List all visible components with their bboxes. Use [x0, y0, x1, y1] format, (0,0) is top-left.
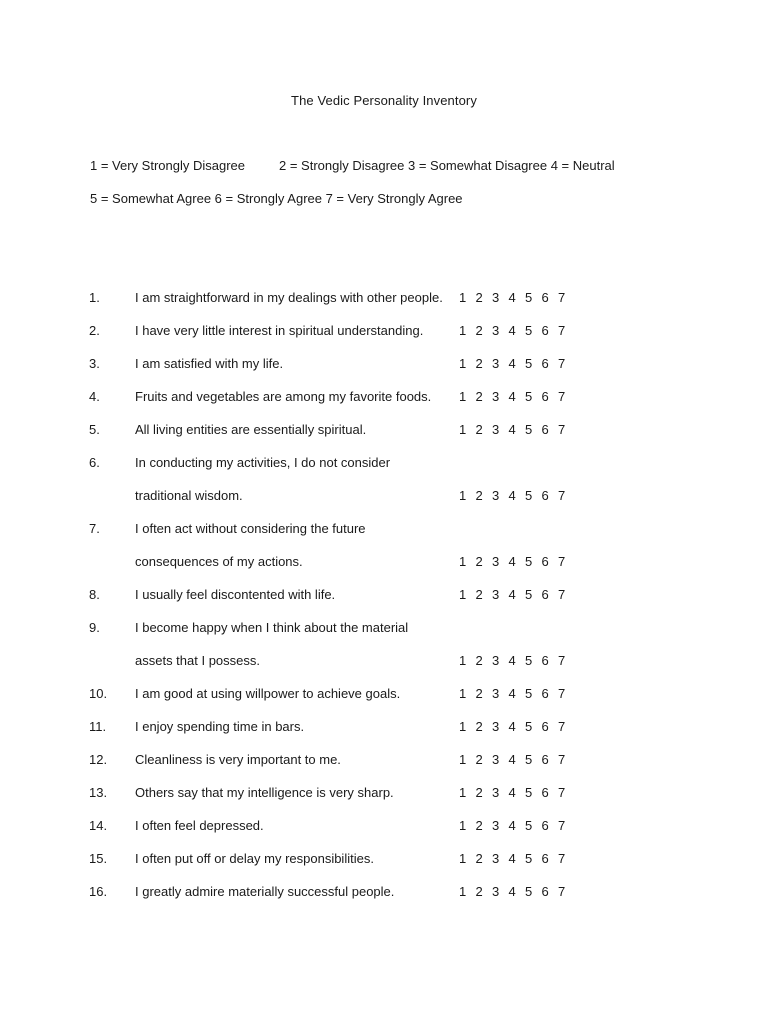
- item-statement: traditional wisdom.: [135, 488, 243, 503]
- item-number: 11.: [89, 719, 107, 734]
- rating-option[interactable]: 6: [541, 851, 549, 866]
- item-number: 15.: [89, 851, 108, 866]
- rating-option[interactable]: 4: [508, 554, 516, 569]
- rating-option[interactable]: 1: [459, 356, 467, 371]
- item-statement: consequences of my actions.: [135, 554, 303, 569]
- scale-legend-line-1: [90, 158, 615, 173]
- inventory-row: [0, 519, 768, 552]
- rating-option[interactable]: 6: [541, 587, 549, 602]
- item-number: 4.: [89, 389, 100, 404]
- item-number: 9.: [89, 620, 100, 635]
- rating-scale: [459, 719, 575, 734]
- rating-option[interactable]: 7: [558, 323, 566, 338]
- rating-scale: [459, 554, 575, 569]
- rating-option[interactable]: 7: [558, 554, 566, 569]
- rating-option[interactable]: 6: [541, 785, 549, 800]
- rating-option[interactable]: 6: [541, 653, 549, 668]
- rating-option[interactable]: 4: [508, 488, 516, 503]
- rating-option[interactable]: 4: [508, 323, 516, 338]
- rating-option[interactable]: 3: [492, 686, 500, 701]
- rating-option[interactable]: 3: [492, 356, 500, 371]
- rating-option[interactable]: 3: [492, 488, 500, 503]
- rating-option[interactable]: 1: [459, 851, 467, 866]
- item-number: 2.: [89, 323, 100, 338]
- rating-option[interactable]: 5: [525, 356, 533, 371]
- rating-option[interactable]: 2: [475, 884, 483, 899]
- item-statement: I often act without considering the future: [135, 521, 366, 536]
- inventory-row: [0, 783, 768, 816]
- item-statement: Cleanliness is very important to me.: [135, 752, 341, 767]
- inventory-row: [0, 750, 768, 783]
- item-statement: I often put off or delay my responsibilities.: [135, 851, 374, 866]
- rating-option[interactable]: 1: [459, 290, 467, 305]
- rating-option[interactable]: 6: [541, 422, 549, 437]
- rating-scale: [459, 653, 575, 668]
- rating-option[interactable]: 4: [508, 686, 516, 701]
- rating-option[interactable]: 2: [475, 719, 483, 734]
- rating-option[interactable]: 7: [558, 818, 566, 833]
- item-number: 16.: [89, 884, 108, 899]
- rating-scale: [459, 752, 575, 767]
- inventory-row: [0, 585, 768, 618]
- rating-option[interactable]: 2: [475, 818, 483, 833]
- rating-option[interactable]: 4: [508, 851, 516, 866]
- rating-option[interactable]: 4: [508, 719, 516, 734]
- item-statement: Fruits and vegetables are among my favorite foods.: [135, 389, 432, 404]
- inventory-row: [0, 486, 768, 519]
- rating-option[interactable]: 5: [525, 587, 533, 602]
- rating-option[interactable]: 6: [541, 389, 549, 404]
- rating-option[interactable]: 4: [508, 587, 516, 602]
- item-number: 7.: [89, 521, 100, 536]
- rating-option[interactable]: 1: [459, 554, 467, 569]
- legend-text-1a: 1 = Very Strongly Disagree: [90, 158, 245, 173]
- page-title: The Vedic Personality Inventory: [291, 93, 477, 108]
- rating-option[interactable]: 3: [492, 752, 500, 767]
- rating-option[interactable]: 3: [492, 554, 500, 569]
- rating-option[interactable]: 3: [492, 389, 500, 404]
- rating-option[interactable]: 3: [492, 851, 500, 866]
- inventory-row: [0, 684, 768, 717]
- item-statement: I am straightforward in my dealings with other people.: [135, 290, 443, 305]
- rating-option[interactable]: 1: [459, 587, 467, 602]
- item-statement: All living entities are essentially spiritual.: [135, 422, 367, 437]
- item-statement: Others say that my intelligence is very sharp.: [135, 785, 394, 800]
- rating-option[interactable]: 6: [541, 290, 549, 305]
- inventory-row: [0, 651, 768, 684]
- rating-option[interactable]: 4: [508, 653, 516, 668]
- rating-scale: [459, 587, 575, 602]
- rating-option[interactable]: 6: [541, 488, 549, 503]
- rating-option[interactable]: 1: [459, 719, 467, 734]
- rating-option[interactable]: 4: [508, 752, 516, 767]
- rating-scale: [459, 356, 575, 371]
- rating-option[interactable]: 5: [525, 290, 533, 305]
- rating-option[interactable]: 5: [525, 422, 533, 437]
- rating-option[interactable]: 5: [525, 554, 533, 569]
- rating-option[interactable]: 2: [475, 488, 483, 503]
- inventory-row: [0, 387, 768, 420]
- rating-option[interactable]: 3: [492, 323, 500, 338]
- rating-option[interactable]: 6: [541, 818, 549, 833]
- rating-option[interactable]: 2: [475, 686, 483, 701]
- item-number: 13.: [89, 785, 108, 800]
- rating-option[interactable]: 4: [508, 422, 516, 437]
- rating-option[interactable]: 5: [525, 752, 533, 767]
- rating-option[interactable]: 4: [508, 785, 516, 800]
- scale-legend-line-2: 5 = Somewhat Agree 6 = Strongly Agree 7 = Very Strongly Agree: [90, 191, 463, 206]
- item-number: 6.: [89, 455, 100, 470]
- item-statement: I greatly admire materially successful people.: [135, 884, 395, 899]
- rating-option[interactable]: 7: [558, 587, 566, 602]
- rating-option[interactable]: 1: [459, 422, 467, 437]
- rating-option[interactable]: 3: [492, 653, 500, 668]
- rating-option[interactable]: 1: [459, 323, 467, 338]
- item-number: 14.: [89, 818, 108, 833]
- rating-scale: [459, 686, 575, 701]
- rating-option[interactable]: 7: [558, 884, 566, 899]
- item-statement: I am satisfied with my life.: [135, 356, 284, 371]
- rating-option[interactable]: 2: [475, 554, 483, 569]
- inventory-row: [0, 816, 768, 849]
- rating-option[interactable]: 5: [525, 785, 533, 800]
- rating-option[interactable]: 5: [525, 719, 533, 734]
- inventory-row: [0, 453, 768, 486]
- rating-option[interactable]: 2: [475, 785, 483, 800]
- item-statement: I usually feel discontented with life.: [135, 587, 336, 602]
- rating-scale: [459, 818, 575, 833]
- item-number: 3.: [89, 356, 100, 371]
- rating-option[interactable]: 5: [525, 389, 533, 404]
- rating-option[interactable]: 6: [541, 752, 549, 767]
- inventory-row: [0, 354, 768, 387]
- rating-option[interactable]: 7: [558, 389, 566, 404]
- rating-option[interactable]: 5: [525, 686, 533, 701]
- rating-option[interactable]: 1: [459, 818, 467, 833]
- rating-scale: [459, 389, 575, 404]
- inventory-row: [0, 717, 768, 750]
- item-number: 12.: [89, 752, 108, 767]
- rating-option[interactable]: 4: [508, 356, 516, 371]
- rating-scale: [459, 323, 575, 338]
- rating-option[interactable]: 2: [475, 752, 483, 767]
- rating-option[interactable]: 6: [541, 719, 549, 734]
- item-statement: I become happy when I think about the material: [135, 620, 409, 635]
- inventory-row: [0, 552, 768, 585]
- rating-option[interactable]: 3: [492, 785, 500, 800]
- rating-option[interactable]: 2: [475, 851, 483, 866]
- item-statement: I enjoy spending time in bars.: [135, 719, 305, 734]
- rating-option[interactable]: 5: [525, 323, 533, 338]
- rating-option[interactable]: 7: [558, 752, 566, 767]
- item-statement: I have very little interest in spiritual understanding.: [135, 323, 424, 338]
- rating-option[interactable]: 7: [558, 356, 566, 371]
- inventory-row: [0, 849, 768, 882]
- item-number: 5.: [89, 422, 100, 437]
- inventory-row: [0, 288, 768, 321]
- rating-option[interactable]: 7: [558, 422, 566, 437]
- rating-option[interactable]: 4: [508, 290, 516, 305]
- rating-option[interactable]: 2: [475, 323, 483, 338]
- rating-option[interactable]: 3: [492, 884, 500, 899]
- rating-option[interactable]: 5: [525, 818, 533, 833]
- rating-option[interactable]: 7: [558, 785, 566, 800]
- rating-option[interactable]: 6: [541, 884, 549, 899]
- rating-option[interactable]: 2: [475, 587, 483, 602]
- rating-option[interactable]: 7: [558, 653, 566, 668]
- rating-option[interactable]: 4: [508, 389, 516, 404]
- inventory-row: [0, 618, 768, 651]
- rating-option[interactable]: 5: [525, 884, 533, 899]
- rating-option[interactable]: 2: [475, 389, 483, 404]
- rating-option[interactable]: 1: [459, 389, 467, 404]
- rating-option[interactable]: 6: [541, 554, 549, 569]
- rating-option[interactable]: 6: [541, 356, 549, 371]
- rating-scale: [459, 884, 575, 899]
- rating-option[interactable]: 1: [459, 752, 467, 767]
- rating-option[interactable]: 1: [459, 686, 467, 701]
- rating-option[interactable]: 6: [541, 323, 549, 338]
- item-statement: I often feel depressed.: [135, 818, 264, 833]
- rating-option[interactable]: 5: [525, 488, 533, 503]
- rating-option[interactable]: 5: [525, 851, 533, 866]
- rating-scale: [459, 851, 575, 866]
- rating-option[interactable]: 2: [475, 653, 483, 668]
- rating-option[interactable]: 7: [558, 488, 566, 503]
- item-number: 1.: [89, 290, 100, 305]
- inventory-row: [0, 420, 768, 453]
- inventory-items: [0, 288, 768, 915]
- rating-option[interactable]: 3: [492, 719, 500, 734]
- inventory-row: [0, 882, 768, 915]
- rating-option[interactable]: 2: [475, 422, 483, 437]
- rating-option[interactable]: 1: [459, 884, 467, 899]
- rating-option[interactable]: 5: [525, 653, 533, 668]
- rating-option[interactable]: 6: [541, 686, 549, 701]
- rating-option[interactable]: 1: [459, 653, 467, 668]
- rating-option[interactable]: 3: [492, 818, 500, 833]
- rating-scale: [459, 422, 575, 437]
- item-statement: In conducting my activities, I do not consider: [135, 455, 391, 470]
- item-statement: I am good at using willpower to achieve goals.: [135, 686, 401, 701]
- legend-text-1b: 2 = Strongly Disagree 3 = Somewhat Disagree 4 = Neutral: [279, 158, 615, 173]
- rating-option[interactable]: 3: [492, 587, 500, 602]
- rating-option[interactable]: 2: [475, 290, 483, 305]
- rating-option[interactable]: 4: [508, 818, 516, 833]
- rating-option[interactable]: 1: [459, 488, 467, 503]
- rating-option[interactable]: 2: [475, 356, 483, 371]
- item-number: 10.: [89, 686, 108, 701]
- rating-option[interactable]: 7: [558, 851, 566, 866]
- rating-option[interactable]: 4: [508, 884, 516, 899]
- item-statement: assets that I possess.: [135, 653, 261, 668]
- item-number: 8.: [89, 587, 100, 602]
- rating-option[interactable]: 3: [492, 290, 500, 305]
- rating-option[interactable]: 3: [492, 422, 500, 437]
- inventory-row: [0, 321, 768, 354]
- rating-option[interactable]: 7: [558, 686, 566, 701]
- rating-option[interactable]: 1: [459, 785, 467, 800]
- rating-option[interactable]: 7: [558, 719, 566, 734]
- rating-scale: [459, 290, 575, 305]
- rating-scale: [459, 488, 575, 503]
- rating-scale: [459, 785, 575, 800]
- rating-option[interactable]: 7: [558, 290, 566, 305]
